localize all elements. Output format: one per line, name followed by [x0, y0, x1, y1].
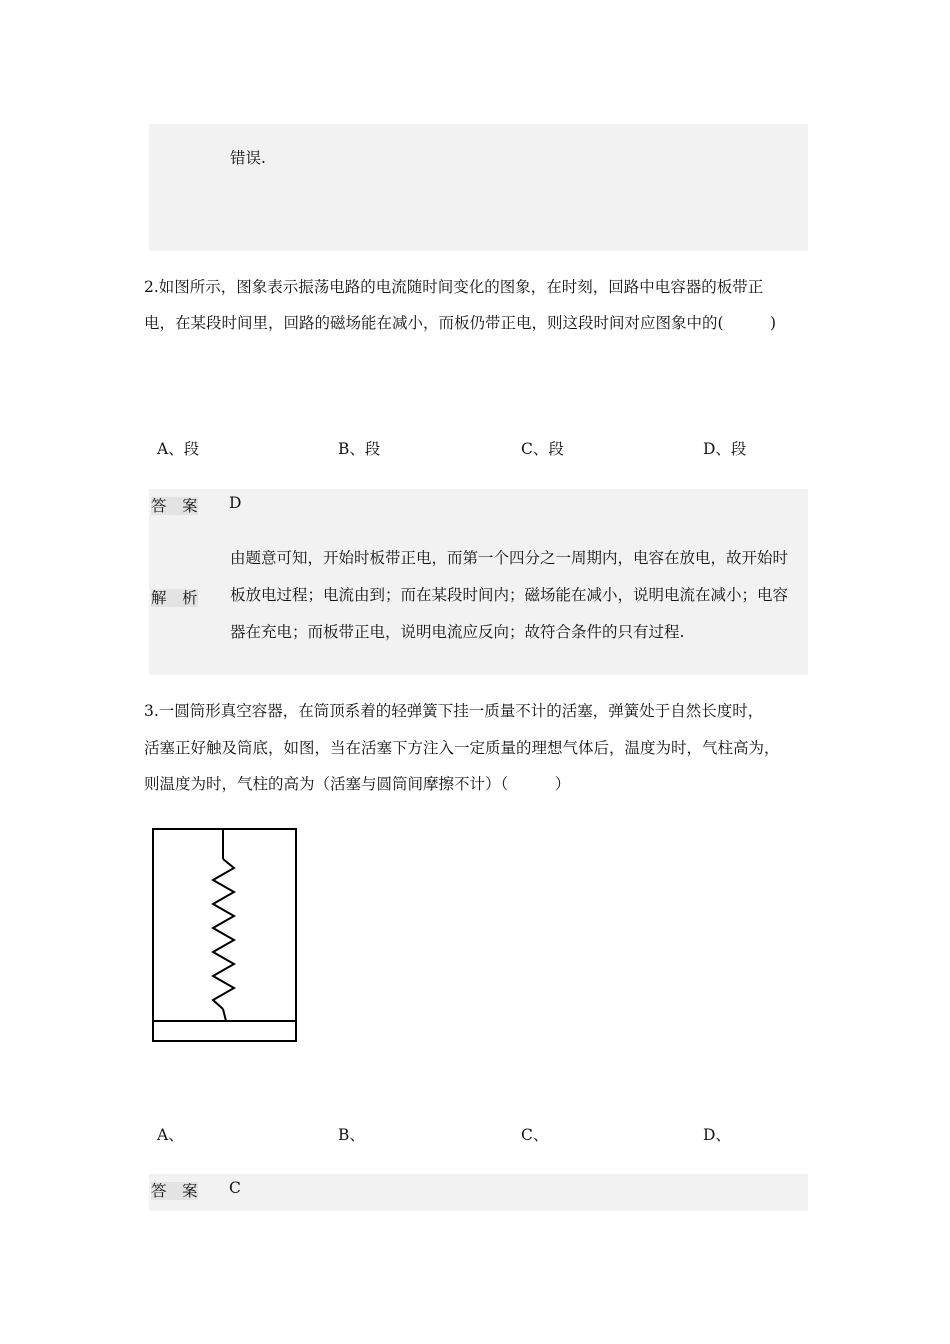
- prev-explanation-box: [149, 124, 808, 251]
- q3-stem-line1: 3.一圆筒形真空容器，在筒顶系着的轻弹簧下挂一质量不计的活塞，弹簧处于自然长度时，: [144, 702, 764, 720]
- q3-answer-label: 答 案: [151, 1182, 198, 1200]
- q2-answer-label: 答 案: [151, 497, 198, 515]
- q3-option-a[interactable]: A、: [157, 1126, 184, 1144]
- q2-stem-line2: 电，在某段时间里，回路的磁场能在减小，而板仍带正电，则这段时间对应图象中的( ): [144, 314, 777, 332]
- q3-option-c[interactable]: C、: [521, 1126, 549, 1144]
- q3-answer-box: [149, 1174, 808, 1211]
- q2-option-a[interactable]: A、段: [157, 440, 200, 458]
- q3-option-b[interactable]: B、: [338, 1126, 365, 1144]
- spring-bottom-rod: [223, 1009, 226, 1021]
- q3-answer-value: C: [229, 1179, 241, 1197]
- q2-analysis-line3: 器在充电；而板带正电，说明电流应反向；故符合条件的只有过程.: [230, 623, 685, 641]
- q3-stem-line2: 活塞正好触及筒底，如图，当在活塞下方注入一定质量的理想气体后，温度为时，气柱高为，: [144, 739, 780, 757]
- q3-stem-line3: 则温度为时，气柱的高为（活塞与圆筒间摩擦不计）（ ）: [144, 775, 571, 793]
- spring-coil: [213, 859, 234, 1009]
- piston: [153, 1021, 296, 1041]
- q2-answer-value: D: [229, 494, 242, 512]
- q2-option-c[interactable]: C、段: [521, 440, 564, 458]
- q2-analysis-line1: 由题意可知，开始时板带正电，而第一个四分之一周期内，电容在放电，故开始时: [230, 549, 789, 567]
- q2-analysis-text: [230, 540, 808, 651]
- q3-option-d[interactable]: D、: [703, 1126, 731, 1144]
- q2-analysis-line2: 板放电过程；电流由到；而在某段时间内；磁场能在减小，说明电流在减小；电容: [230, 586, 789, 604]
- q2-option-d[interactable]: D、段: [703, 440, 747, 458]
- q2-stem-line1: 2.如图所示，图象表示振荡电路的电流随时间变化的图象，在时刻，回路中电容器的板带正: [144, 278, 764, 296]
- q2-analysis-label: 解 析: [151, 589, 198, 607]
- prev-explanation-text: 错误.: [230, 149, 266, 167]
- cylinder-spring-figure: [148, 825, 308, 1055]
- q2-option-b[interactable]: B、段: [338, 440, 381, 458]
